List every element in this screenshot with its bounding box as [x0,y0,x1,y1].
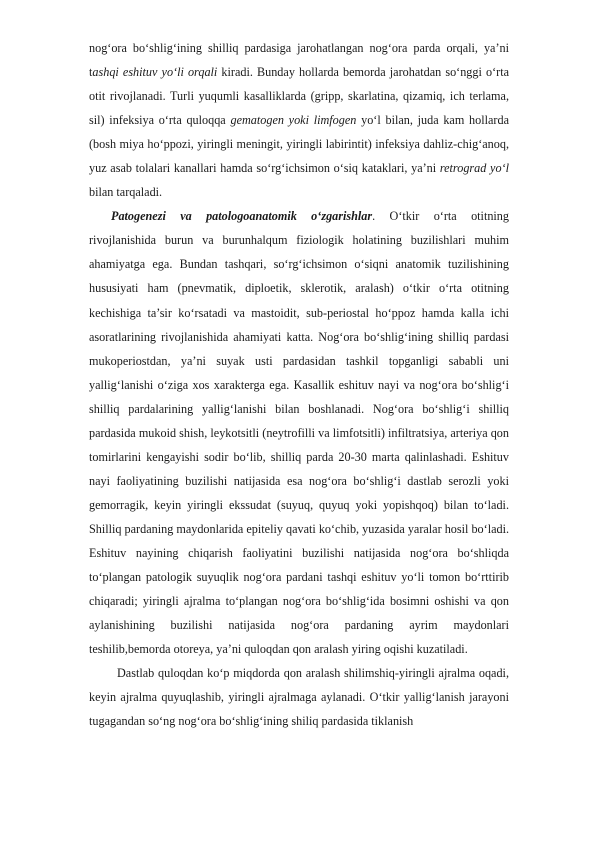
paragraph-1-text-3: yo‘l bilan, juda kam hollarda (bosh miya ho‘ppozi, yiringli meningit, yiringli labirintit) infeksiya dahliz-chig‘anoq, yuz asab tolalari kanallari hamda so‘rg‘ichsimon o‘siq kataklari, ya’ni [89,113,509,176]
section-heading: Patogenezi va patologoanatomik o‘zgarishlar [111,209,373,224]
paragraph-1-italic-term-1: ashqi eshituv yo‘li orqali [92,65,218,80]
paragraph-1-text-2: kiradi. Bunday hollarda bemorda jarohatdan so‘nggi o‘rta otit rivojlanadi. Turli yuqumli kasalliklarda (gripp, skarlatina, qizamiq, ich terlama, sil) infeksiya o‘rta quloqqa [89,65,509,128]
document-page [89,36,509,733]
paragraph-1 [89,36,509,204]
paragraph-1-italic-term-2: gematogen yoki limfogen [230,113,357,128]
paragraph-3 [89,661,509,733]
paragraph-2-text: . O‘tkir o‘rta otitning rivojlanishida burun va burunhalqum fiziologik holatining buzilishlari muhim ahamiyatga ega. Bundan tashqari, so‘rg‘ichsimon o‘siqni anatomik tuzilishining hususiyati ham (pnevmatik, diploetik, sklerotik, aralash) o‘tkir o‘rta otitning kechishiga ta’sir ko‘rsatadi va mastoidit, sub-periostal ho‘ppoz hamda kalla ichi asoratlarining rivojlanishida ahamiyati katta. Nog‘ora bo‘shlig‘ining shilliq pardasi mukoperiostdan, ya’ni suyak usti pardasidan tashkil topganligi sababli uni yallig‘lanishi o‘ziga xos xarakterga ega. Kasallik eshituv nayi va nog‘ora bo‘shlig‘i shilliq pardalarining yallig‘lanishi bilan boshlanadi. Nog‘ora bo‘shlig‘i shilliq pardasida mukoid shish, leykotsitli (neytrofilli va limfotsitli) infiltratsiya, arteriya qon tomirlarini kengayishi sodir bo‘lib, shilliq parda 20-30 marta qalinlashadi. Eshituv nayi faoliyatining buzilishi natijasida esa nog‘ora bo‘shlig‘i dastlab serozli yoki gemorragik, keyin yiringli ekssudat (suyuq, quyuq yoki yopishqoq) bilan to‘ladi. Shilliq pardaning maydonlarida epiteliy qavati ko‘chib, yuzasida yaralar hosil bo‘ladi. Eshituv nayining chiqarish faoliyatini buzilishi natijasida nog‘ora bo‘shliqda to‘plangan patologik suyuqlik nog‘ora pardani tashqi eshituv yo‘li tomon bo‘rttirib chiqaradi; yiringli ajralma to‘plangan nog‘ora bo‘shlig‘ida bosimni oshishi va qon aylanishining buzilishi natijasida nog‘ora pardaning ayrim maydonlari teshilib,bemorda otoreya, ya’ni quloqdan qon aralash yiring oqishi kuzatiladi. [89,209,510,657]
paragraph-1-italic-term-3: retrograd yo‘l [439,161,509,176]
paragraph-1-text-1: nog‘ora bo‘shlig‘ining shilliq pardasiga jarohatlangan nog‘ora parda orqali, ya’ni t [89,41,509,80]
paragraph-1-text-4: bilan tarqaladi. [89,185,163,200]
paragraph-2 [89,204,509,661]
paragraph-3-text: Dastlab quloqdan ko‘p miqdorda qon aralash shilimshiq-yiringli ajralma oqadi, keyin ajralma quyuqlashib, yiringli ajralmaga aylanadi. O‘tkir yallig‘lanish jarayoni tugagandan so‘ng nog‘ora bo‘shlig‘ining shiliq pardasida tiklanish [89,666,509,729]
